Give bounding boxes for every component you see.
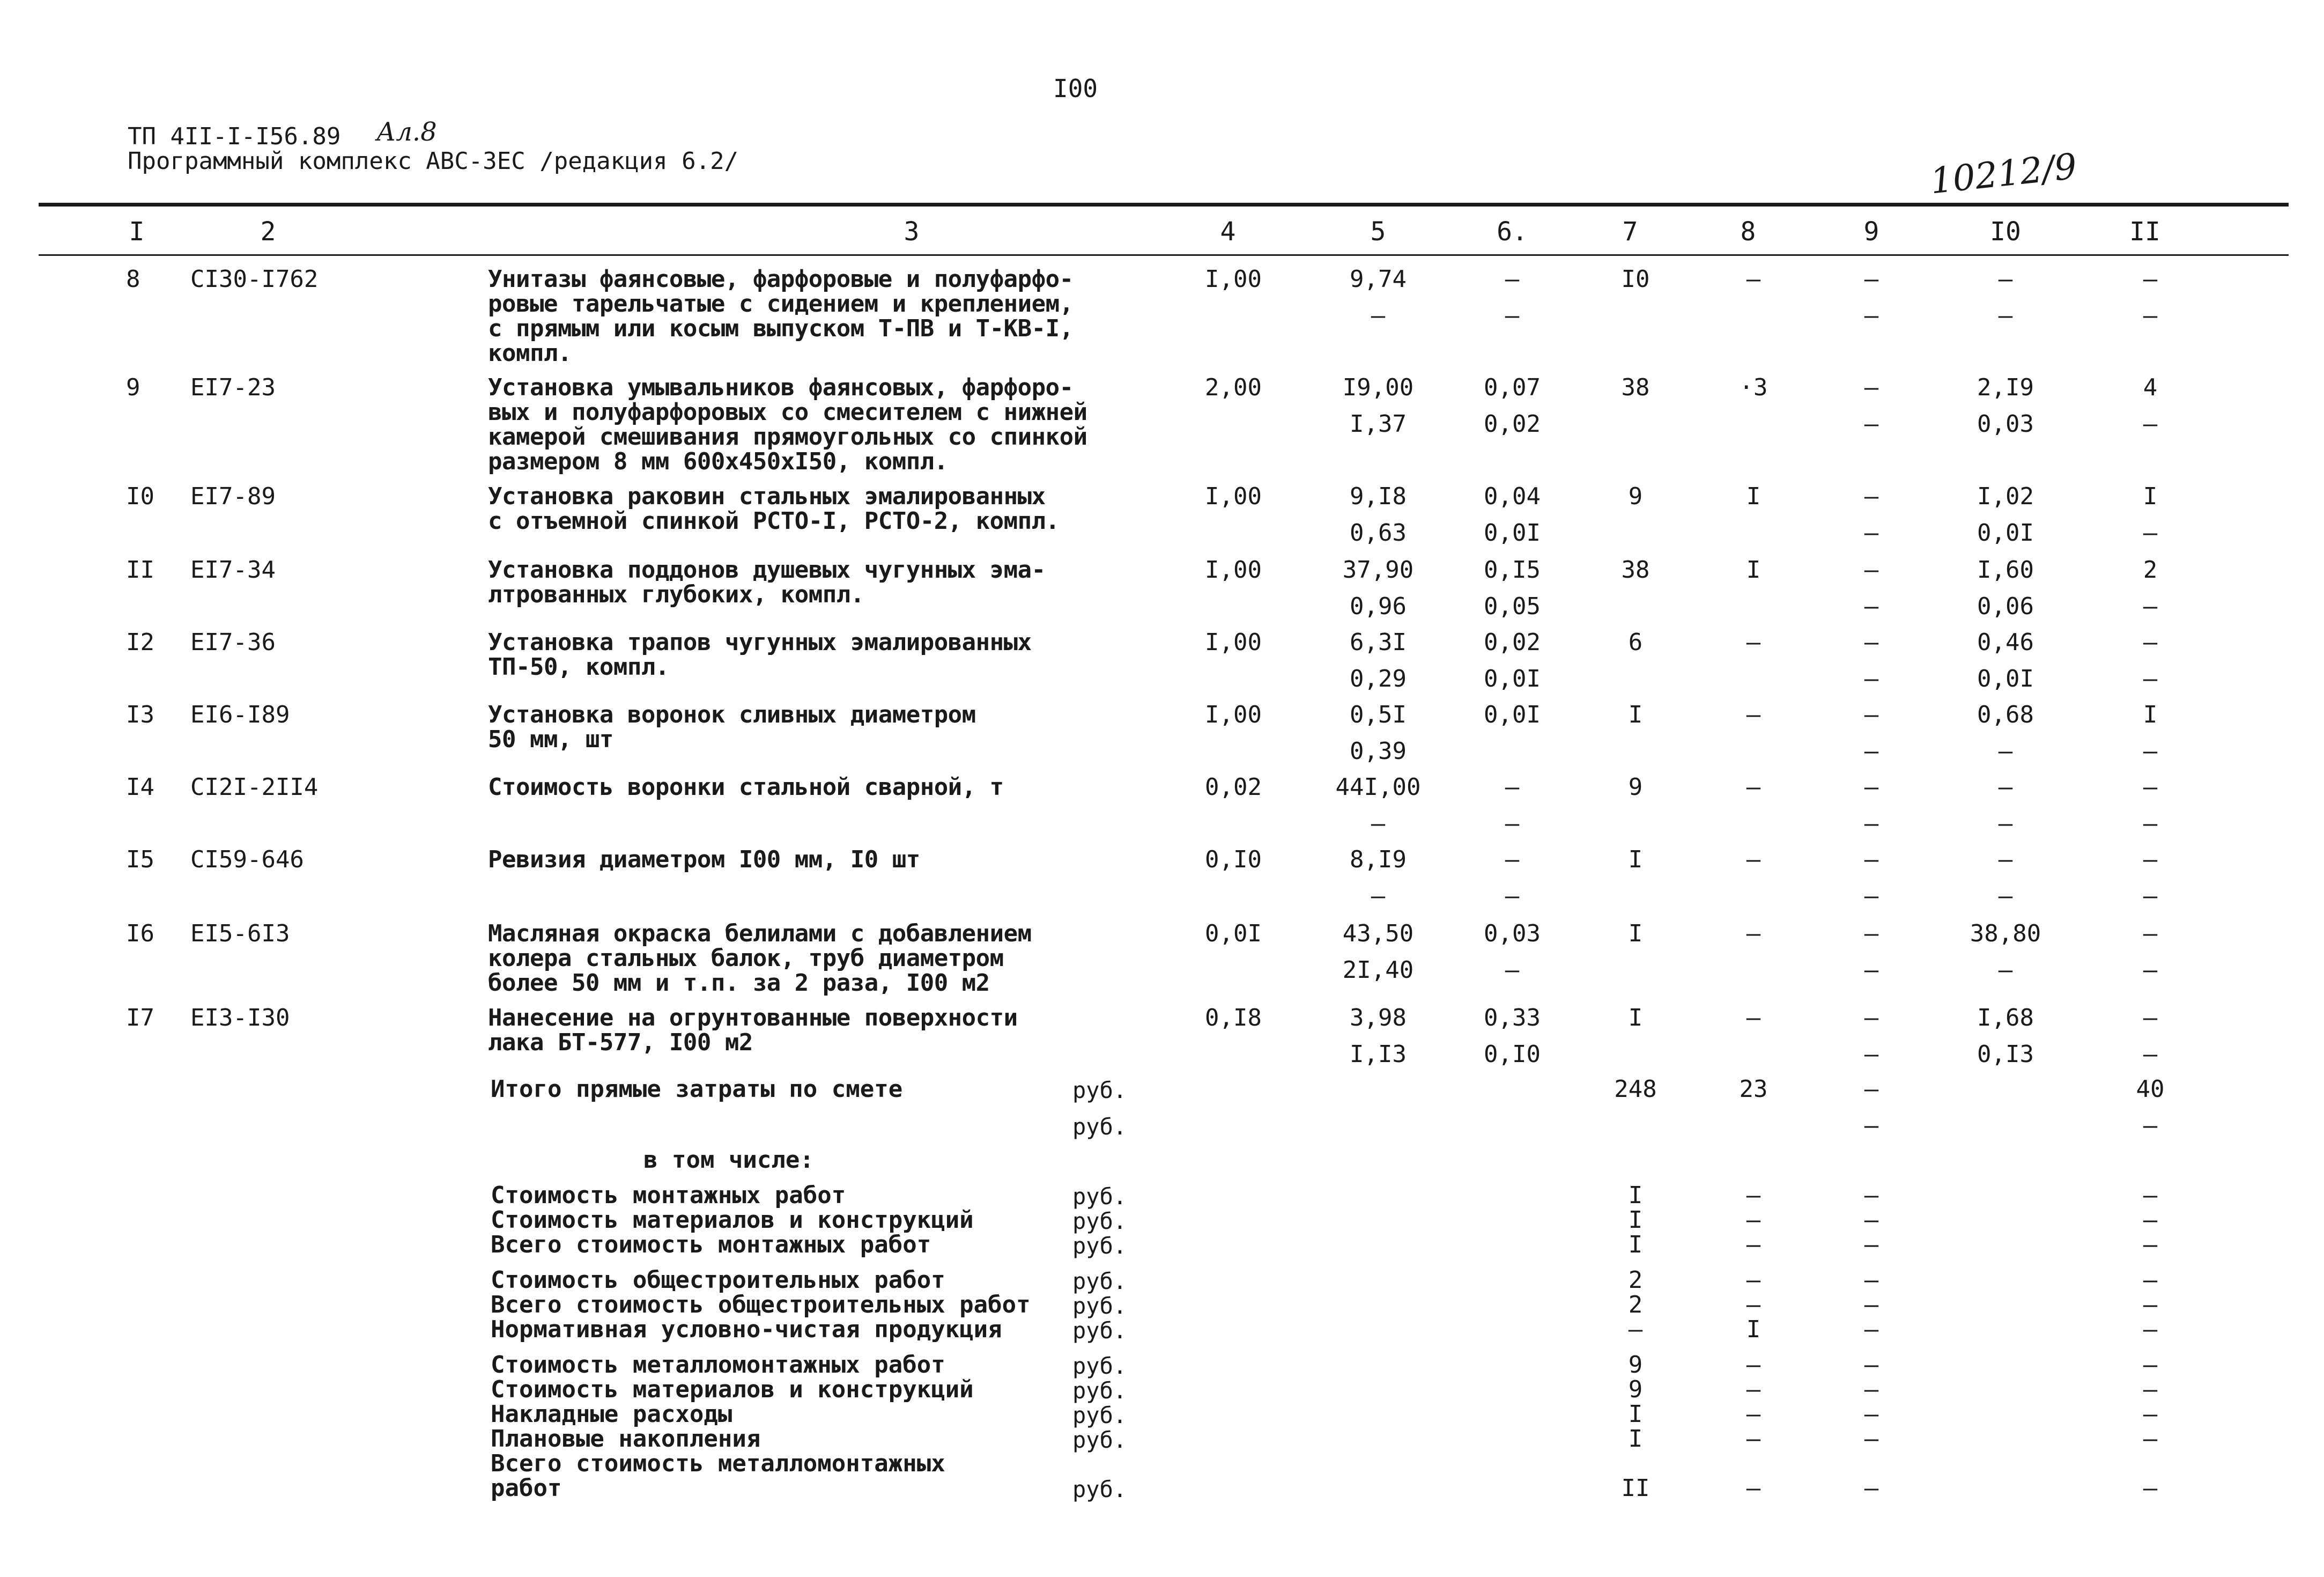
summary-unit: руб. bbox=[1072, 1317, 1127, 1344]
summary-label: Всего стоимость металломонтажных bbox=[491, 1450, 945, 1477]
summary-unit: руб. bbox=[1072, 1293, 1127, 1319]
value-cell-c6: – bbox=[1505, 773, 1520, 801]
row-number: II bbox=[126, 556, 154, 584]
description-line: с прямым или косым выпуском Т-ПВ и Т-КВ-I, bbox=[488, 315, 1074, 342]
quantity-cell: I,00 bbox=[1205, 556, 1262, 584]
value-cell-c6: 0,04 bbox=[1484, 483, 1541, 510]
description-line: Унитазы фаянсовые, фарфоровые и полуфарфо- bbox=[488, 266, 1074, 293]
summary-value: 2 bbox=[1628, 1266, 1643, 1294]
document-code: ТП 4II-I-I56.89 bbox=[128, 123, 341, 150]
value-cell-c5: I,37 bbox=[1350, 410, 1407, 438]
total-value: 40 bbox=[2136, 1075, 2165, 1103]
value-cell-c9: – bbox=[1864, 882, 1879, 910]
value-cell-c7: 38 bbox=[1621, 374, 1650, 401]
value-cell-c9: – bbox=[1864, 519, 1879, 547]
value-cell-c5: I9,00 bbox=[1342, 374, 1414, 401]
value-cell-c6: – bbox=[1505, 882, 1520, 910]
description-line: камерой смешивания прямоугольных со спинкой bbox=[488, 423, 1087, 451]
summary-label: Всего стоимость монтажных работ bbox=[491, 1231, 931, 1258]
summary-value: – bbox=[1746, 1425, 1761, 1453]
summary-label: Стоимость общестроительных работ bbox=[491, 1266, 945, 1294]
value-cell-c5: – bbox=[1371, 882, 1386, 910]
value-cell-c6: 0,0I bbox=[1484, 701, 1541, 728]
summary-value: – bbox=[1746, 1401, 1761, 1428]
value-cell-c5: 44I,00 bbox=[1335, 773, 1421, 801]
description-line: компл. bbox=[488, 340, 572, 367]
summary-unit: руб. bbox=[1072, 1402, 1127, 1428]
summary-value: 9 bbox=[1628, 1351, 1643, 1379]
value-cell-c5: 6,3I bbox=[1350, 629, 1407, 656]
description-line: Масляная окраска белилами с добавлением bbox=[488, 920, 1032, 947]
norm-code: EI3-I30 bbox=[190, 1004, 290, 1031]
value-cell-c6: 0,02 bbox=[1484, 629, 1541, 656]
value-cell-c8: – bbox=[1746, 629, 1761, 656]
archive-number: 10212/9 bbox=[1928, 145, 2079, 202]
total-value: – bbox=[1864, 1112, 1879, 1139]
total-value: – bbox=[2143, 1112, 2158, 1139]
value-cell-c7: 38 bbox=[1621, 556, 1650, 584]
value-cell-c9: – bbox=[1864, 556, 1879, 584]
summary-label: Стоимость материалов и конструкций bbox=[491, 1376, 974, 1403]
summary-value: – bbox=[2143, 1401, 2158, 1428]
description-line: Стоимость воронки стальной сварной, т bbox=[488, 773, 1004, 801]
value-cell-c7: I bbox=[1628, 1004, 1643, 1031]
value-cell-c5: 0,96 bbox=[1350, 593, 1407, 620]
summary-value: I bbox=[1628, 1425, 1643, 1453]
summary-value: – bbox=[1628, 1316, 1643, 1343]
quantity-cell: 0,I8 bbox=[1205, 1004, 1262, 1031]
description-line: колера стальных балок, труб диаметром bbox=[488, 945, 1004, 972]
row-number: I5 bbox=[126, 846, 154, 873]
value-cell-c10: – bbox=[1998, 846, 2013, 873]
summary-value: I bbox=[1628, 1231, 1643, 1258]
column-header: I0 bbox=[1990, 217, 2021, 247]
description-line: Установка воронок сливных диаметром bbox=[488, 701, 976, 728]
value-cell-c7: I bbox=[1628, 920, 1643, 947]
column-header: 5 bbox=[1370, 217, 1386, 247]
quantity-cell: I,00 bbox=[1205, 266, 1262, 293]
row-number: 9 bbox=[126, 374, 140, 401]
summary-unit: руб. bbox=[1072, 1353, 1127, 1379]
value-cell-c5: 8,I9 bbox=[1350, 846, 1407, 873]
value-cell-c8: – bbox=[1746, 920, 1761, 947]
value-cell-c5: 9,74 bbox=[1350, 266, 1407, 293]
value-cell-c11: – bbox=[2143, 410, 2158, 438]
value-cell-c8: ·3 bbox=[1739, 374, 1768, 401]
total-value: 23 bbox=[1739, 1075, 1768, 1103]
description-line: Установка трапов чугунных эмалированных bbox=[488, 629, 1032, 656]
description-line: Установка умывальников фаянсовых, фарфоро- bbox=[488, 374, 1074, 401]
value-cell-c8: – bbox=[1746, 1004, 1761, 1031]
value-cell-c10: I,02 bbox=[1977, 483, 2034, 510]
norm-code: EI7-36 bbox=[190, 629, 276, 656]
quantity-cell: 0,0I bbox=[1205, 920, 1262, 947]
summary-value: 2 bbox=[1628, 1291, 1643, 1318]
value-cell-c11: – bbox=[2143, 882, 2158, 910]
value-cell-c9: – bbox=[1864, 266, 1879, 293]
page-number: I00 bbox=[1053, 74, 1098, 103]
value-cell-c8: – bbox=[1746, 773, 1761, 801]
value-cell-c7: I0 bbox=[1621, 266, 1650, 293]
summary-value: – bbox=[1746, 1266, 1761, 1294]
column-header: 7 bbox=[1622, 217, 1638, 247]
summary-value: – bbox=[1746, 1182, 1761, 1209]
value-cell-c11: – bbox=[2143, 593, 2158, 620]
value-cell-c11: 4 bbox=[2143, 374, 2158, 401]
summary-unit: руб. bbox=[1072, 1377, 1127, 1404]
summary-value: – bbox=[2143, 1291, 2158, 1318]
summary-value: I bbox=[1628, 1182, 1643, 1209]
value-cell-c10: 0,68 bbox=[1977, 701, 2034, 728]
summary-value: 9 bbox=[1628, 1376, 1643, 1403]
total-unit: руб. bbox=[1072, 1077, 1127, 1103]
summary-value: – bbox=[1864, 1206, 1879, 1234]
value-cell-c7: I bbox=[1628, 846, 1643, 873]
value-cell-c11: – bbox=[2143, 810, 2158, 837]
value-cell-c10: 2,I9 bbox=[1977, 374, 2034, 401]
value-cell-c9: – bbox=[1864, 302, 1879, 329]
value-cell-c8: I bbox=[1746, 556, 1761, 584]
value-cell-c9: – bbox=[1864, 483, 1879, 510]
value-cell-c5: – bbox=[1371, 810, 1386, 837]
value-cell-c9: – bbox=[1864, 410, 1879, 438]
top-rule bbox=[39, 203, 2289, 207]
value-cell-c6: – bbox=[1505, 956, 1520, 984]
value-cell-c6: 0,I0 bbox=[1484, 1041, 1541, 1068]
value-cell-c11: – bbox=[2143, 846, 2158, 873]
norm-code: CI30-I762 bbox=[190, 266, 319, 293]
value-cell-c8: – bbox=[1746, 846, 1761, 873]
norm-code: EI7-34 bbox=[190, 556, 276, 584]
description-line: с отъемной спинкой РСТО-I, РСТО-2, компл. bbox=[488, 507, 1060, 535]
value-cell-c6: 0,0I bbox=[1484, 665, 1541, 692]
row-number: I4 bbox=[126, 773, 154, 801]
value-cell-c5: 2I,40 bbox=[1342, 956, 1414, 984]
value-cell-c11: – bbox=[2143, 665, 2158, 692]
norm-code: CI2I-2II4 bbox=[190, 773, 319, 801]
row-number: I2 bbox=[126, 629, 154, 656]
value-cell-c9: – bbox=[1864, 920, 1879, 947]
summary-value: – bbox=[1864, 1291, 1879, 1318]
description-line: вых и полуфарфоровых со смесителем с нижней bbox=[488, 399, 1087, 426]
value-cell-c11: – bbox=[2143, 629, 2158, 656]
description-line: более 50 мм и т.п. за 2 раза, I00 м2 bbox=[488, 969, 990, 997]
column-header: 3 bbox=[904, 217, 920, 247]
value-cell-c5: 3,98 bbox=[1350, 1004, 1407, 1031]
value-cell-c5: 0,39 bbox=[1350, 738, 1407, 765]
value-cell-c5: 9,I8 bbox=[1350, 483, 1407, 510]
value-cell-c9: – bbox=[1864, 846, 1879, 873]
summary-value: – bbox=[1864, 1316, 1879, 1343]
description-line: Ревизия диаметром I00 мм, I0 шт bbox=[488, 846, 920, 873]
summary-value: I bbox=[1628, 1401, 1643, 1428]
value-cell-c6: 0,I5 bbox=[1484, 556, 1541, 584]
quantity-cell: I,00 bbox=[1205, 701, 1262, 728]
summary-value: – bbox=[2143, 1206, 2158, 1234]
in-that-number-heading: в том числе: bbox=[643, 1146, 814, 1174]
value-cell-c8: I bbox=[1746, 483, 1761, 510]
summary-label: Накладные расходы bbox=[491, 1401, 732, 1428]
summary-unit: руб. bbox=[1072, 1427, 1127, 1453]
column-header: 4 bbox=[1220, 217, 1236, 247]
quantity-cell: I,00 bbox=[1205, 483, 1262, 510]
value-cell-c11: – bbox=[2143, 1041, 2158, 1068]
quantity-cell: 2,00 bbox=[1205, 374, 1262, 401]
value-cell-c9: – bbox=[1864, 956, 1879, 984]
description-line: Установка раковин стальных эмалированных bbox=[488, 483, 1046, 510]
row-number: I6 bbox=[126, 920, 154, 947]
value-cell-c9: – bbox=[1864, 773, 1879, 801]
value-cell-c11: – bbox=[2143, 266, 2158, 293]
description-line: ровые тарельчатые с сидением и креплением, bbox=[488, 290, 1074, 318]
row-number: 8 bbox=[126, 266, 140, 293]
value-cell-c10: – bbox=[1998, 266, 2013, 293]
total-label: Итого прямые затраты по смете bbox=[491, 1075, 903, 1103]
summary-value: I bbox=[1628, 1206, 1643, 1234]
description-line: лака БТ-577, I00 м2 bbox=[488, 1029, 753, 1056]
value-cell-c10: 38,80 bbox=[1970, 920, 2041, 947]
summary-label: работ bbox=[491, 1475, 562, 1502]
norm-code: EI7-23 bbox=[190, 374, 276, 401]
summary-value: – bbox=[2143, 1182, 2158, 1209]
value-cell-c5: 37,90 bbox=[1342, 556, 1414, 584]
value-cell-c8: – bbox=[1746, 701, 1761, 728]
value-cell-c6: 0,33 bbox=[1484, 1004, 1541, 1031]
summary-value: II bbox=[1621, 1475, 1650, 1502]
quantity-cell: 0,I0 bbox=[1205, 846, 1262, 873]
value-cell-c10: 0,06 bbox=[1977, 593, 2034, 620]
value-cell-c11: 2 bbox=[2143, 556, 2158, 584]
summary-value: – bbox=[1864, 1182, 1879, 1209]
value-cell-c11: – bbox=[2143, 956, 2158, 984]
value-cell-c9: – bbox=[1864, 1041, 1879, 1068]
value-cell-c5: I,I3 bbox=[1350, 1041, 1407, 1068]
summary-value: – bbox=[2143, 1266, 2158, 1294]
row-number: I3 bbox=[126, 701, 154, 728]
value-cell-c10: – bbox=[1998, 956, 2013, 984]
summary-value: – bbox=[2143, 1316, 2158, 1343]
value-cell-c10: 0,I3 bbox=[1977, 1041, 2034, 1068]
value-cell-c10: – bbox=[1998, 738, 2013, 765]
norm-code: EI6-I89 bbox=[190, 701, 290, 728]
row-number: I7 bbox=[126, 1004, 154, 1031]
value-cell-c7: 9 bbox=[1628, 773, 1643, 801]
value-cell-c6: – bbox=[1505, 810, 1520, 837]
summary-label: Плановые накопления bbox=[491, 1425, 761, 1453]
value-cell-c7: I bbox=[1628, 701, 1643, 728]
value-cell-c6: – bbox=[1505, 846, 1520, 873]
value-cell-c10: 0,03 bbox=[1977, 410, 2034, 438]
summary-label: Нормативная условно-чистая продукция bbox=[491, 1316, 1002, 1343]
description-line: ТП-50, компл. bbox=[488, 653, 669, 681]
column-header: 6. bbox=[1497, 217, 1528, 247]
summary-value: – bbox=[1864, 1376, 1879, 1403]
value-cell-c6: 0,03 bbox=[1484, 920, 1541, 947]
description-line: Установка поддонов душевых чугунных эма- bbox=[488, 556, 1046, 584]
summary-value: – bbox=[1864, 1425, 1879, 1453]
value-cell-c9: – bbox=[1864, 738, 1879, 765]
summary-label: Всего стоимость общестроительных работ bbox=[491, 1291, 1031, 1318]
album-note: Ал.8 bbox=[376, 117, 437, 147]
row-number: I0 bbox=[126, 483, 154, 510]
value-cell-c11: – bbox=[2143, 1004, 2158, 1031]
value-cell-c9: – bbox=[1864, 629, 1879, 656]
column-header: 8 bbox=[1740, 217, 1756, 247]
summary-value: – bbox=[2143, 1231, 2158, 1258]
value-cell-c11: – bbox=[2143, 773, 2158, 801]
quantity-cell: I,00 bbox=[1205, 629, 1262, 656]
value-cell-c10: 0,46 bbox=[1977, 629, 2034, 656]
document-subtitle: Программный комплекс АВС-3ЕС /редакция 6.2/ bbox=[128, 148, 739, 175]
summary-value: – bbox=[1746, 1206, 1761, 1234]
value-cell-c10: – bbox=[1998, 302, 2013, 329]
summary-value: – bbox=[1746, 1231, 1761, 1258]
summary-value: – bbox=[1864, 1351, 1879, 1379]
value-cell-c6: – bbox=[1505, 266, 1520, 293]
total-value: 248 bbox=[1614, 1075, 1657, 1103]
value-cell-c6: 0,0I bbox=[1484, 519, 1541, 547]
summary-label: Стоимость металломонтажных работ bbox=[491, 1351, 945, 1379]
value-cell-c11: – bbox=[2143, 920, 2158, 947]
value-cell-c5: – bbox=[1371, 302, 1386, 329]
summary-value: – bbox=[2143, 1376, 2158, 1403]
summary-label: Стоимость материалов и конструкций bbox=[491, 1206, 974, 1234]
value-cell-c11: I bbox=[2143, 701, 2158, 728]
description-line: размером 8 мм 600х450хI50, компл. bbox=[488, 448, 948, 475]
summary-value: – bbox=[1864, 1401, 1879, 1428]
value-cell-c10: 0,0I bbox=[1977, 519, 2034, 547]
column-header: II bbox=[2129, 217, 2160, 247]
value-cell-c11: – bbox=[2143, 302, 2158, 329]
value-cell-c5: 0,29 bbox=[1350, 665, 1407, 692]
summary-unit: руб. bbox=[1072, 1476, 1127, 1502]
value-cell-c10: I,60 bbox=[1977, 556, 2034, 584]
summary-unit: руб. bbox=[1072, 1268, 1127, 1294]
value-cell-c5: 0,63 bbox=[1350, 519, 1407, 547]
value-cell-c6: – bbox=[1505, 302, 1520, 329]
summary-label: Стоимость монтажных работ bbox=[491, 1182, 846, 1209]
value-cell-c10: – bbox=[1998, 882, 2013, 910]
summary-value: I bbox=[1746, 1316, 1761, 1343]
value-cell-c11: – bbox=[2143, 519, 2158, 547]
column-header: 2 bbox=[260, 217, 276, 247]
description-line: Нанесение на огрунтованные поверхности bbox=[488, 1004, 1018, 1031]
value-cell-c7: 6 bbox=[1628, 629, 1643, 656]
value-cell-c10: – bbox=[1998, 773, 2013, 801]
value-cell-c11: – bbox=[2143, 738, 2158, 765]
value-cell-c10: 0,0I bbox=[1977, 665, 2034, 692]
summary-value: – bbox=[1864, 1475, 1879, 1502]
column-header: 9 bbox=[1863, 217, 1879, 247]
summary-unit: руб. bbox=[1072, 1233, 1127, 1259]
quantity-cell: 0,02 bbox=[1205, 773, 1262, 801]
value-cell-c5: 0,5I bbox=[1350, 701, 1407, 728]
value-cell-c10: – bbox=[1998, 810, 2013, 837]
value-cell-c9: – bbox=[1864, 593, 1879, 620]
summary-value: – bbox=[1864, 1266, 1879, 1294]
total-unit: руб. bbox=[1072, 1114, 1127, 1140]
summary-value: – bbox=[1746, 1376, 1761, 1403]
value-cell-c9: – bbox=[1864, 1004, 1879, 1031]
norm-code: EI7-89 bbox=[190, 483, 276, 510]
value-cell-c6: 0,02 bbox=[1484, 410, 1541, 438]
value-cell-c7: 9 bbox=[1628, 483, 1643, 510]
summary-unit: руб. bbox=[1072, 1208, 1127, 1234]
value-cell-c6: 0,05 bbox=[1484, 593, 1541, 620]
total-value: – bbox=[1864, 1075, 1879, 1103]
value-cell-c6: 0,07 bbox=[1484, 374, 1541, 401]
value-cell-c9: – bbox=[1864, 810, 1879, 837]
summary-value: – bbox=[2143, 1475, 2158, 1502]
description-line: лтрованных глубоких, компл. bbox=[488, 581, 864, 608]
value-cell-c9: – bbox=[1864, 374, 1879, 401]
summary-unit: руб. bbox=[1072, 1183, 1127, 1210]
summary-value: – bbox=[2143, 1351, 2158, 1379]
header-rule bbox=[39, 254, 2289, 256]
norm-code: CI59-646 bbox=[190, 846, 304, 873]
norm-code: EI5-6I3 bbox=[190, 920, 290, 947]
value-cell-c11: I bbox=[2143, 483, 2158, 510]
summary-value: – bbox=[2143, 1425, 2158, 1453]
summary-value: – bbox=[1746, 1291, 1761, 1318]
description-line: 50 мм, шт bbox=[488, 726, 613, 753]
value-cell-c8: – bbox=[1746, 266, 1761, 293]
value-cell-c9: – bbox=[1864, 665, 1879, 692]
value-cell-c10: I,68 bbox=[1977, 1004, 2034, 1031]
summary-value: – bbox=[1746, 1351, 1761, 1379]
column-header: I bbox=[129, 217, 145, 247]
value-cell-c5: 43,50 bbox=[1342, 920, 1414, 947]
summary-value: – bbox=[1864, 1231, 1879, 1258]
summary-value: – bbox=[1746, 1475, 1761, 1502]
value-cell-c9: – bbox=[1864, 701, 1879, 728]
